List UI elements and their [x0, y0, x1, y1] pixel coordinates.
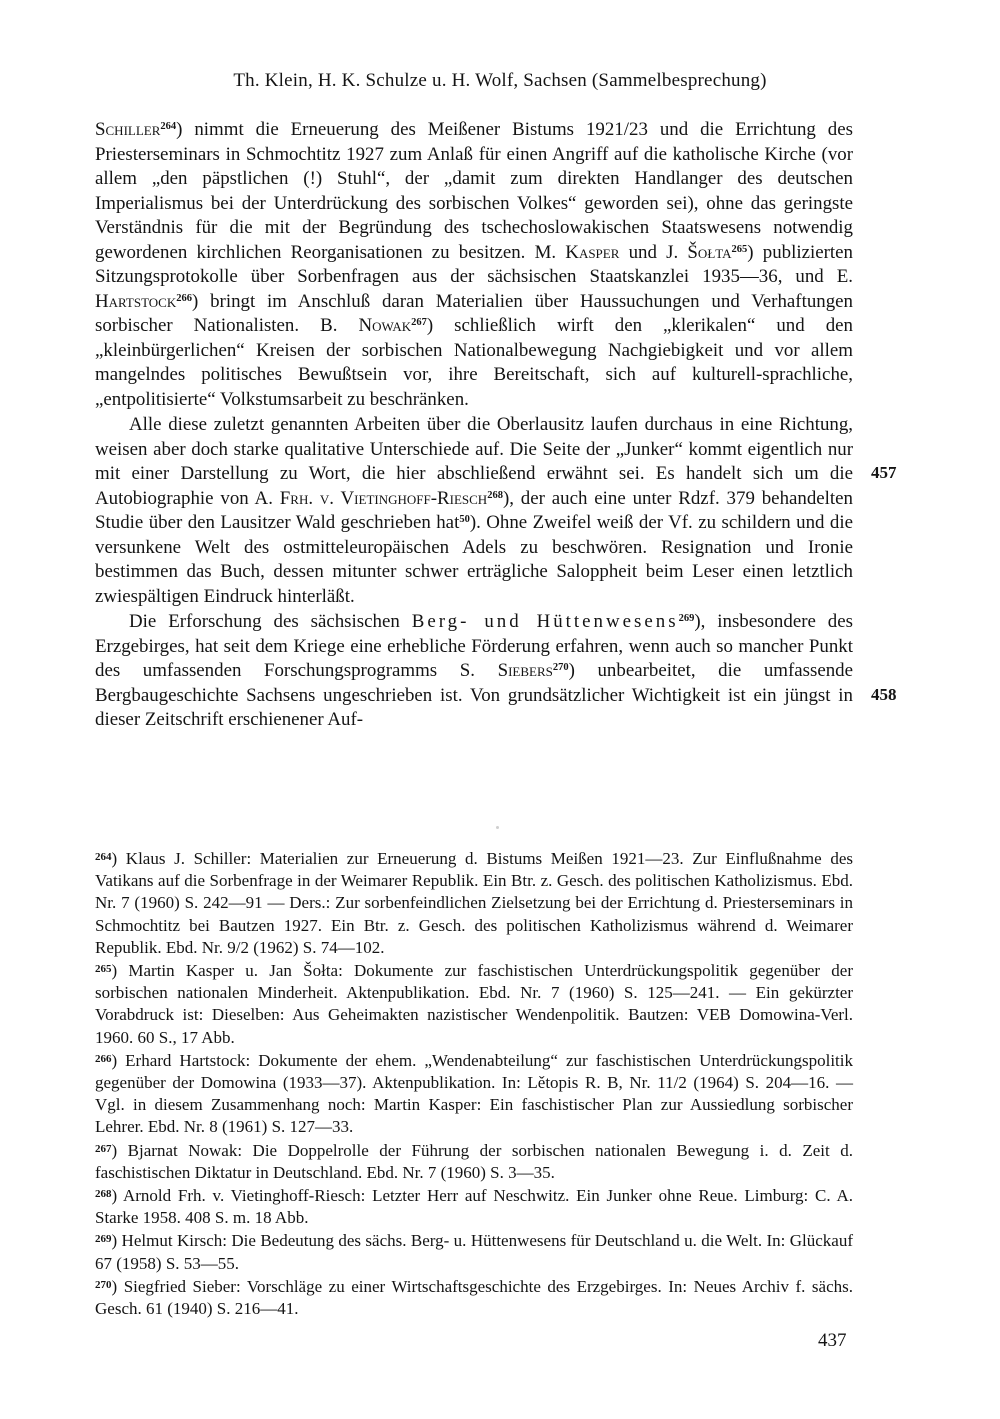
footnote: [95, 848, 853, 959]
footnote-number: 268: [95, 1188, 112, 1201]
footnote: [95, 1140, 853, 1184]
footnote: [95, 1185, 853, 1229]
footnote-text: ) Erhard Hartstock: Dokumente der ehem. „Wendenabteilung“ zur faschistischen Unterdrückungspolitik gegenüber der Domowina (1933—37). Aktenpublikation. In: Lětopis R. B, Nr. 11/2 (1964) S. 204—16. — Vgl. in diesem Zusammenhang noch: Martin Kasper: Ein faschistischer Plan zur Aussiedlung sorbischer Lehrer. Ebd. Nr. 8 (1961) S. 127—33.: [95, 1050, 853, 1137]
author-name: Šołta: [687, 241, 732, 263]
scan-mark: [496, 826, 499, 829]
paragraph-text: ), der auch eine unter Rdzf. 379 behandelten Studie über den Lausitzer Wald geschrieben hat: [95, 487, 854, 533]
author-name: Nowak: [358, 315, 412, 336]
footnote: [95, 960, 853, 1049]
paragraph-text: ). Ohne Zweifel weiß der Vf. zu schildern und die versunkene Welt des ostmitteleuropäischen Adels zu beschwören. Resignation und Ironie bestimmen das Buch, dessen mitunter schwer erträgliche Saloppheit beim Leser einen letztlich zwiespältigen Eindruck hinterläßt.: [95, 512, 853, 607]
footnote-number: 270: [95, 1278, 112, 1291]
paragraph-3: [95, 610, 853, 733]
footnote: [95, 1230, 853, 1274]
paragraph-text: ) nimmt die Erneuerung des Meißener Bistums 1921/23 und die Errichtung des Priesterseminars in Schmochtitz 1927 zum Anlaß für einen Angriff auf die katholische Kirche (vor allem „den päpstlichen (!) Stuhl“, der „damit zum direkten Handlanger des deutschen Imperialismus bei der Unterdrückung des sorbischen Volkes“ geworden sei), ohne das geringste Verständnis für die mit der Begründung des tschechoslowakischen Staatswesens notwendig gewordenen kirchlichen Reorganisationen zu besitzen. M.: [95, 119, 853, 263]
page-number: 437: [818, 1330, 847, 1351]
paragraph-text: und J.: [619, 241, 688, 263]
footnote: [95, 1050, 853, 1139]
footnote-ref[interactable]: 269: [678, 613, 695, 624]
footnote-number: 267: [95, 1142, 112, 1155]
footnote-ref[interactable]: 50: [459, 514, 470, 525]
footnote-ref[interactable]: 270: [552, 662, 569, 673]
footnote-ref[interactable]: 266: [176, 292, 192, 304]
footnote-text: ) Bjarnat Nowak: Die Doppelrolle der Führung der sorbischen nationalen Bewegung i. d. Zeit d. faschistischen Diktatur in Deutschland. Ebd. Nr. 7 (1960) S. 3—35.: [95, 1140, 853, 1182]
footnote-ref[interactable]: 268: [487, 489, 503, 501]
footnote-number: 266: [95, 1052, 112, 1065]
footnote-number: 265: [95, 963, 112, 976]
footnote-ref[interactable]: 267: [411, 317, 427, 328]
footnote-text: ) Siegfried Sieber: Vorschläge zu einer Wirtschaftsgeschichte des Erzgebirges. In: Neues Archiv f. sächs. Gesch. 61 (1940) S. 216—41.: [95, 1276, 853, 1319]
paragraph-text: ) schließlich wirft den „klerikalen“ und den „kleinbürgerlichen“ Kreisen der sorbischen Nationalbewegung Nachgiebigkeit und vor allem mangelndes politisches Bewußtsein vor, ihre Bereitschaft, sich auf kulturell-sprachliche, „entpolitisierte“ Volkstumsarbeit zu beschränken.: [95, 315, 853, 410]
margin-section-number: 457: [871, 463, 897, 482]
paragraph-text: ), insbesondere des Erzgebirges, hat seit dem Kriege eine erhebliche Förderung erfahren, wenn auch so mancher Punkt des umfassenden Forschungsprogramms S.: [95, 611, 853, 681]
running-head: Th. Klein, H. K. Schulze u. H. Wolf, Sachsen (Sammelbesprechung): [233, 70, 767, 91]
footnote-text: ) Klaus J. Schiller: Materialien zur Erneuerung d. Bistums Meißen 1921—23. Zur Einflußnahme des Vatikans auf die Sorbenfrage in der Weimarer Republik. Ein Btr. z. Gesch. des politischen Katholizismus. Ebd. Nr. 7 (1960) S. 242—91 — Ders.: Zur sorbenfeindlichen Zielsetzung bei der Errichtung d. Priesterseminars in Schmochtitz bei Bautzen 1927. Ein Btr. z. Gesch. des politischen Katholizismus während d. Weimarer Republik. Ebd. Nr. 9/2 (1962) S. 74—102.: [95, 849, 853, 957]
spaced-term: Berg- und Hüttenwesens: [411, 611, 679, 632]
footnote: [95, 1276, 853, 1320]
paragraph-text: ) bringt im Anschluß daran Materialien über Haussuchungen und Verhaftungen sorbischer Nationalisten. B.: [95, 290, 853, 336]
footnote-number: 264: [95, 851, 112, 863]
margin-section-number: 458: [871, 685, 897, 704]
footnote-text: ) Helmut Kirsch: Die Bedeutung des sächs. Berg- u. Hüttenwesens für Deutschland u. die Welt. In: Glückauf 67 (1958) S. 53—55.: [95, 1231, 853, 1273]
paragraph-text: Alle diese zuletzt genannten Arbeiten über die Oberlausitz laufen durchaus in eine Richtung, weisen aber doch starke qualitative Unterschiede auf. Die Seite der „Junker“ kommt eigentlich nur mit einer Darstellung zu Wort, die hier abschließend erwähnt sei. Es handelt sich um die Autobiographie von A.: [95, 414, 853, 509]
author-name: Schiller: [95, 119, 161, 140]
author-name: Siebers: [497, 660, 553, 681]
body-text: [95, 118, 853, 733]
footnote-text: ) Martin Kasper u. Jan Šołta: Dokumente zur faschistischen Unterdrückungspolitik gegenüber der sorbischen nationalen Minderheit. Aktenpublikation. Ebd. Nr. 7 (1960) S. 125—241. — Ein gekürzter Vorabdruck ist: Dieselben: Aus Geheimakten nazistischer Wendenpolitik. Bautzen: VEB Domowina-Verl. 1960. 60 S., 17 Abb.: [95, 961, 853, 1047]
paragraph-text: ) unbearbeitet, die umfassende Bergbaugeschichte Sachsens ungeschrieben ist. Von grundsätzlicher Wichtigkeit ist ein jüngst in dieser Zeitschrift erschienener Auf-: [95, 660, 854, 730]
footnote-ref[interactable]: 264: [160, 121, 177, 132]
paragraph-text: ) publizierten Sitzungsprotokolle über Sorbenfragen aus der sächsischen Staatskanzlei 1935—36, und E.: [95, 241, 854, 287]
author-name: Hartstock: [95, 290, 177, 312]
footnote-text: ) Arnold Frh. v. Vietinghoff-Riesch: Letzter Herr auf Neschwitz. Ein Junker ohne Reue. Limburg: C. A. Starke 1958. 408 S. m. 18 Abb.: [95, 1186, 853, 1228]
footnote-ref[interactable]: 265: [731, 243, 748, 255]
author-name: Kasper: [565, 241, 620, 263]
paragraph-2: [95, 413, 853, 609]
footnotes: [95, 848, 853, 1321]
paragraph-text: Die Erforschung des sächsischen: [129, 611, 412, 632]
footnote-number: 269: [95, 1233, 112, 1246]
paragraph-1: [95, 118, 853, 412]
author-name: Frh. v. Vietinghoff-Riesch: [279, 487, 488, 509]
